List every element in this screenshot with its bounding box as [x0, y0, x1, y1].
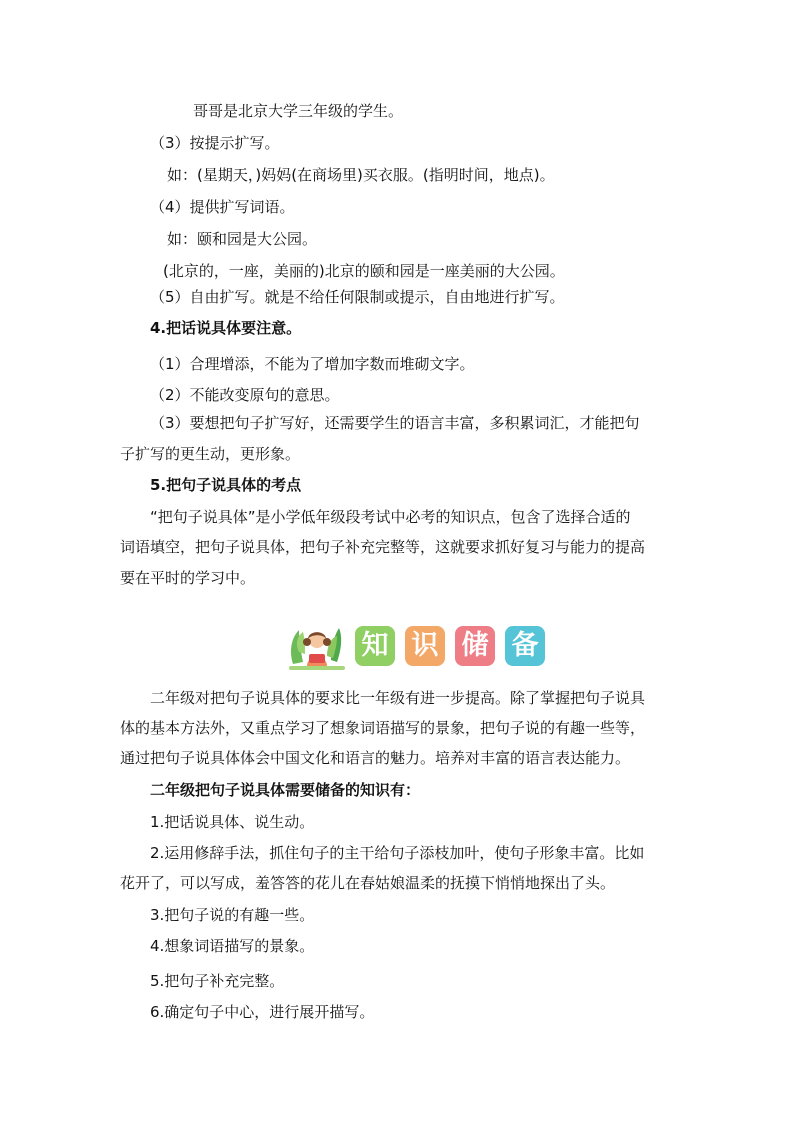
list-item: 5.把句子补充完整。 [150, 972, 285, 990]
section-heading: 4.把话说具体要注意。 [150, 319, 302, 337]
text-line: 花开了，可以写成，羞答答的花儿在春姑娘温柔的抚摸下悄悄地探出了头。 [120, 874, 616, 892]
text-line: （3）按提示扩写。 [150, 134, 280, 152]
list-item: 1.把话说具体、说生动。 [150, 813, 315, 831]
text-line: 体的基本方法外，又重点学习了想象词语描写的景象，把句子说的有趣一些等， [120, 719, 646, 737]
list-item: 6.确定句子中心，进行展开描写。 [150, 1003, 375, 1021]
section-heading: 5.把句子说具体的考点 [150, 476, 302, 494]
list-item: 2.运用修辞手法，抓住句子的主干给句子添枝加叶，使句子形象丰富。比如 [150, 844, 645, 862]
text-line: 如：(星期天，)妈妈(在商场里)买衣服。(指明时间，地点)。 [167, 166, 555, 184]
banner-char-tile: 储 [455, 626, 495, 666]
text-line: （5）自由扩写。就是不给任何限制或提示，自由地进行扩写。 [150, 288, 565, 306]
text-line: (北京的，一座，美丽的)北京的颐和园是一座美丽的大公园。 [163, 262, 565, 280]
text-line: （4）提供扩写词语。 [150, 198, 295, 216]
list-item: 3.把句子说的有趣一些。 [150, 906, 315, 924]
text-line: （2）不能改变原句的意思。 [150, 386, 340, 404]
text-line: 如：颐和园是大公园。 [167, 230, 318, 248]
girl-reading-icon [287, 622, 351, 674]
text-line: 要在平时的学习中。 [120, 569, 256, 587]
text-line: （3）要想把句子扩写好，还需要学生的语言丰富，多积累词汇，才能把句 [150, 414, 640, 432]
text-line: “把句子说具体”是小学低年级段考试中必考的知识点，包含了选择合适的 [150, 508, 631, 526]
text-line: 词语填空，把句子说具体，把句子补充完整等，这就要求抓好复习与能力的提高 [120, 538, 646, 556]
knowledge-banner [287, 622, 547, 674]
banner-char-tile: 知 [355, 626, 395, 666]
banner-char-tile: 识 [405, 626, 445, 666]
text-line: 二年级对把句子说具体的要求比一年级有进一步提高。除了掌握把句子说具 [150, 689, 646, 707]
text-line: 通过把句子说具体体会中国文化和语言的魅力。培养对丰富的语言表达能力。 [120, 749, 631, 767]
list-item: 4.想象词语描写的景象。 [150, 937, 315, 955]
banner-char-tile: 备 [505, 626, 545, 666]
text-line: 子扩写的更生动，更形象。 [120, 445, 301, 463]
text-line: 哥哥是北京大学三年级的学生。 [193, 102, 404, 120]
text-line: （1）合理增添，不能为了增加字数而堆砌文字。 [150, 355, 475, 373]
section-heading: 二年级把句子说具体需要储备的知识有： [150, 781, 421, 799]
